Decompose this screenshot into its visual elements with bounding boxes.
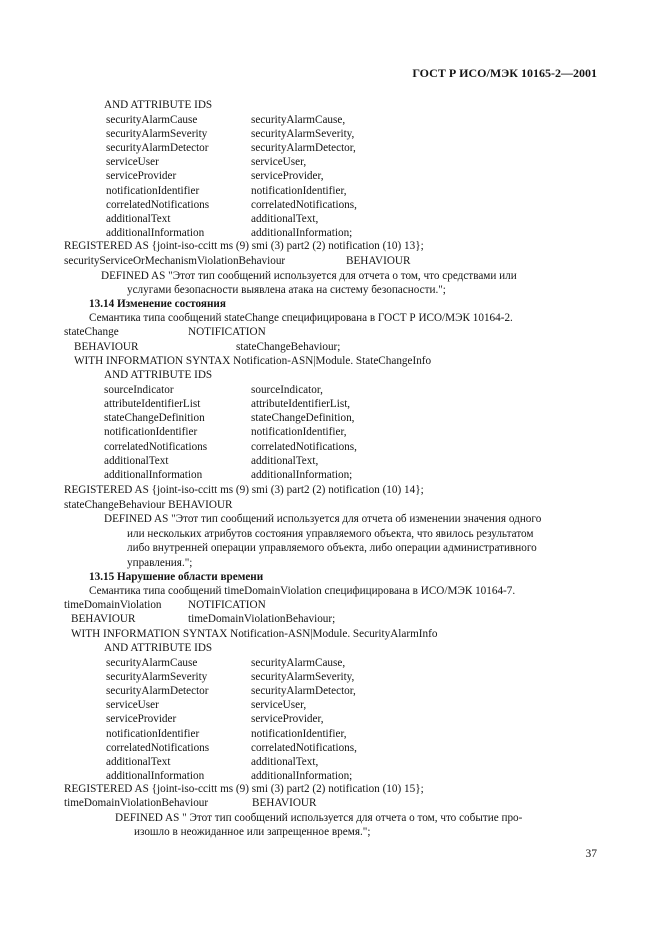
defined-as-line: услугами безопасности выявлена атака на систему безопасности."; [127, 284, 446, 296]
attribute-id: stateChangeDefinition [104, 412, 205, 425]
attribute-id: additionalText [106, 212, 171, 225]
behaviour-name: stateChangeBehaviour BEHAVIOUR [64, 499, 233, 511]
page-number: 37 [585, 848, 597, 860]
behaviour-label: BEHAVIOUR [71, 613, 136, 625]
page-header: ГОСТ Р ИСО/МЭК 10165-2—2001 [412, 66, 597, 80]
attribute-ref: stateChangeDefinition, [251, 412, 355, 425]
attribute-id: correlatedNotifications [106, 741, 210, 754]
behaviour-value: timeDomainViolationBehaviour; [188, 613, 336, 625]
notification-keyword: NOTIFICATION [188, 599, 266, 611]
attribute-ref: sourceIndicator, [251, 383, 323, 396]
attribute-ref: additionalText, [251, 212, 319, 225]
attribute-id: securityAlarmCause [106, 656, 198, 669]
attribute-ref: serviceProvider, [251, 713, 324, 726]
attribute-id: serviceUser [106, 156, 159, 169]
behaviour-keyword: BEHAVIOUR [346, 255, 411, 267]
attribute-ref: securityAlarmCause, [251, 113, 346, 126]
attribute-ref: notificationIdentifier, [251, 184, 347, 197]
attribute-ref: correlatedNotifications, [251, 741, 357, 754]
behaviour-name: securityServiceOrMechanismViolationBehaviour [64, 255, 286, 267]
attribute-ref: notificationIdentifier, [251, 426, 347, 439]
defined-as-line: DEFINED AS "Этот тип сообщений используется для отчета об изменении значения одного [104, 513, 542, 525]
attribute-ref: additionalText, [251, 755, 319, 768]
attribute-ref: securityAlarmCause, [251, 656, 346, 669]
attribute-ref: serviceProvider, [251, 170, 324, 183]
and-attribute-ids: AND ATTRIBUTE IDS [104, 99, 213, 111]
attribute-id: securityAlarmCause [106, 113, 198, 126]
attribute-id: additionalInformation [106, 770, 205, 783]
attribute-id: securityAlarmSeverity [106, 127, 208, 140]
attribute-ref: securityAlarmSeverity, [251, 670, 355, 683]
and-attribute-ids: AND ATTRIBUTE IDS [104, 369, 213, 381]
attribute-id: serviceProvider [106, 170, 177, 183]
registered-line: REGISTERED AS {joint-iso-ccitt ms (9) smi (3) part2 (2) notification (10) 14}; [64, 484, 424, 496]
behaviour-value: stateChangeBehaviour; [236, 341, 341, 353]
attribute-ref: additionalInformation; [251, 227, 353, 240]
attribute-ref: securityAlarmDetector, [251, 141, 356, 154]
attribute-ref: additionalText, [251, 455, 319, 467]
attribute-ref: securityAlarmDetector, [251, 684, 356, 697]
defined-as-line: либо внутренней операции управляемого объекта, либо операции административного [127, 542, 537, 554]
attribute-id: additionalInformation [106, 227, 205, 240]
attribute-id: notificationIdentifier [106, 727, 200, 740]
with-information-syntax: WITH INFORMATION SYNTAX Notification-ASN|Module. StateChangeInfo [74, 355, 432, 367]
attribute-ref: additionalInformation; [251, 770, 353, 783]
attribute-ref: additionalInformation; [251, 469, 353, 482]
attribute-id: serviceUser [106, 699, 159, 712]
notification-name: stateChange [64, 326, 119, 338]
section-intro: Семантика типа сообщений stateChange специфицирована в ГОСТ Р ИСО/МЭК 10164-2. [89, 312, 513, 324]
registered-line: REGISTERED AS {joint-iso-ccitt ms (9) smi (3) part2 (2) notification (10) 15}; [64, 783, 424, 795]
attribute-id: notificationIdentifier [106, 184, 200, 197]
notification-name: timeDomainViolation [64, 599, 162, 611]
with-information-syntax: WITH INFORMATION SYNTAX Notification-ASN|Module. SecurityAlarmInfo [71, 628, 438, 640]
behaviour-keyword: BEHAVIOUR [252, 797, 317, 809]
attribute-id: correlatedNotifications [106, 198, 210, 211]
attribute-ref: serviceUser, [251, 699, 307, 712]
attribute-id: additionalInformation [104, 469, 203, 482]
attribute-id: securityAlarmSeverity [106, 670, 208, 683]
registered-line: REGISTERED AS {joint-iso-ccitt ms (9) smi (3) part2 (2) notification (10) 13}; [64, 240, 424, 252]
behaviour-name: timeDomainViolationBehaviour [64, 797, 209, 809]
defined-as-line: DEFINED AS " Этот тип сообщений используется для отчета о том, что событие про- [115, 812, 523, 824]
section-intro: Семантика типа сообщений timeDomainViolation специфицирована в ИСО/МЭК 10164-7. [89, 585, 516, 597]
and-attribute-ids: AND ATTRIBUTE IDS [104, 642, 213, 654]
attribute-id: additionalText [106, 755, 171, 768]
defined-as-line: или нескольких атрибутов состояния управляемого объекта, что явилось результатом [127, 528, 534, 540]
attribute-id: securityAlarmDetector [106, 141, 209, 154]
attribute-id: correlatedNotifications [104, 440, 208, 453]
defined-as-line: управления."; [127, 557, 193, 569]
attribute-id: attributeIdentifierList [104, 397, 201, 410]
attribute-ref: correlatedNotifications, [251, 198, 357, 211]
attribute-id: notificationIdentifier [104, 426, 198, 439]
attribute-ref: correlatedNotifications, [251, 440, 357, 453]
defined-as-line: DEFINED AS "Этот тип сообщений используется для отчета о том, что средствами или [101, 270, 517, 282]
defined-as-line: изошло в неожиданное или запрещенное время."; [134, 826, 371, 838]
attribute-id: serviceProvider [106, 713, 177, 726]
attribute-ref: serviceUser, [251, 156, 307, 169]
attribute-id: additionalText [104, 455, 169, 467]
behaviour-label: BEHAVIOUR [74, 341, 139, 353]
attribute-ref: notificationIdentifier, [251, 727, 347, 740]
attribute-id: securityAlarmDetector [106, 684, 209, 697]
attribute-ref: securityAlarmSeverity, [251, 127, 355, 140]
attribute-ref: attributeIdentifierList, [251, 397, 351, 410]
notification-keyword: NOTIFICATION [188, 326, 266, 338]
section-title: 13.14 Изменение состояния [89, 298, 226, 310]
section-title: 13.15 Нарушение области времени [89, 571, 264, 583]
attribute-id: sourceIndicator [104, 383, 174, 396]
